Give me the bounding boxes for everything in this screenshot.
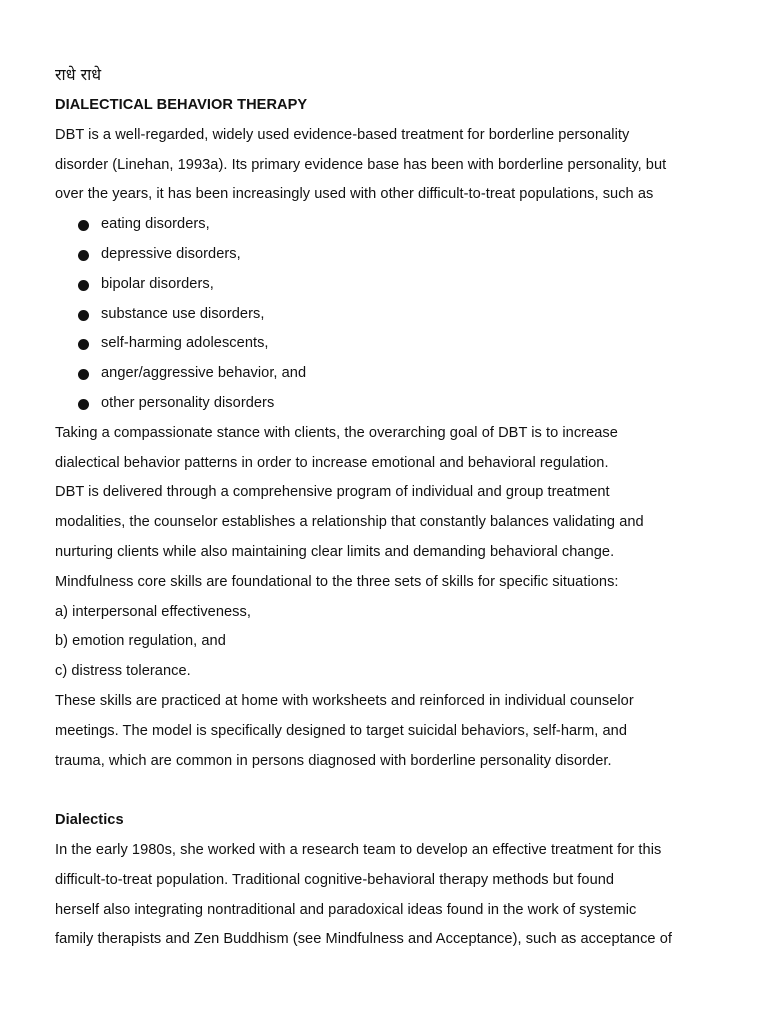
list-item: anger/aggressive behavior, and bbox=[55, 359, 735, 389]
paragraph-line: modalities, the counselor establishes a relationship that constantly balances validating and bbox=[55, 514, 644, 531]
paragraph-line: nurturing clients while also maintaining clear limits and demanding behavioral change. bbox=[55, 543, 615, 560]
paragraph-line: DBT is delivered through a comprehensive program of individual and group treatment bbox=[55, 484, 610, 501]
paragraph-line: meetings. The model is specifically designed to target suicidal behaviors, self-harm, and bbox=[55, 722, 628, 739]
paragraph-line: trauma, which are common in persons diagnosed with borderline personality disorder. bbox=[55, 752, 612, 769]
bullet-icon bbox=[78, 280, 89, 291]
paragraph-line: b) emotion regulation, and bbox=[55, 633, 226, 650]
section-heading-dialectics: Dialectics bbox=[55, 812, 124, 829]
paragraph-line: over the years, it has been increasingly used with other difficult-to-treat populations, such as bbox=[55, 186, 654, 203]
dialectics-paragraph bbox=[55, 836, 735, 955]
paragraph-line: disorder (Linehan, 1993a). Its primary evidence base has been with borderline personality, but bbox=[55, 156, 667, 173]
list-item: bipolar disorders, bbox=[55, 270, 735, 300]
intro-paragraph bbox=[55, 121, 735, 210]
document-page bbox=[55, 62, 735, 955]
paragraph-line: c) distress tolerance. bbox=[55, 663, 191, 680]
body-paragraph bbox=[55, 419, 735, 777]
blank-line bbox=[55, 776, 735, 806]
populations-list bbox=[55, 210, 735, 419]
bullet-icon bbox=[78, 310, 89, 321]
bullet-icon bbox=[78, 369, 89, 380]
bullet-icon bbox=[78, 220, 89, 231]
paragraph-line: difficult-to-treat population. Traditional cognitive-behavioral therapy methods but found bbox=[55, 871, 615, 888]
paragraph-line: a) interpersonal effectiveness, bbox=[55, 603, 251, 620]
bullet-icon bbox=[78, 399, 89, 410]
list-item: self-harming adolescents, bbox=[55, 329, 735, 359]
paragraph-line: These skills are practiced at home with worksheets and reinforced in individual counselor bbox=[55, 692, 634, 709]
paragraph-line: dialectical behavior patterns in order to increase emotional and behavioral regulation. bbox=[55, 454, 609, 471]
paragraph-line: In the early 1980s, she worked with a research team to develop an effective treatment for this bbox=[55, 841, 662, 858]
paragraph-line: Mindfulness core skills are foundational to the three sets of skills for specific situations: bbox=[55, 573, 619, 590]
page-title: राधे राधे bbox=[55, 65, 102, 84]
paragraph-line: Taking a compassionate stance with clients, the overarching goal of DBT is to increase bbox=[55, 424, 618, 441]
list-item: depressive disorders, bbox=[55, 240, 735, 270]
section-heading-dbt: DIALECTICAL BEHAVIOR THERAPY bbox=[55, 97, 308, 113]
list-item: other personality disorders bbox=[55, 389, 735, 419]
bullet-icon bbox=[78, 250, 89, 261]
list-item: substance use disorders, bbox=[55, 300, 735, 330]
paragraph-line: herself also integrating nontraditional and paradoxical ideas found in the work of systemic bbox=[55, 901, 637, 918]
paragraph-line: DBT is a well-regarded, widely used evidence-based treatment for borderline personality bbox=[55, 126, 630, 143]
bullet-icon bbox=[78, 339, 89, 350]
list-item: eating disorders, bbox=[55, 210, 735, 240]
paragraph-line: family therapists and Zen Buddhism (see Mindfulness and Acceptance), such as acceptance of bbox=[55, 931, 672, 948]
